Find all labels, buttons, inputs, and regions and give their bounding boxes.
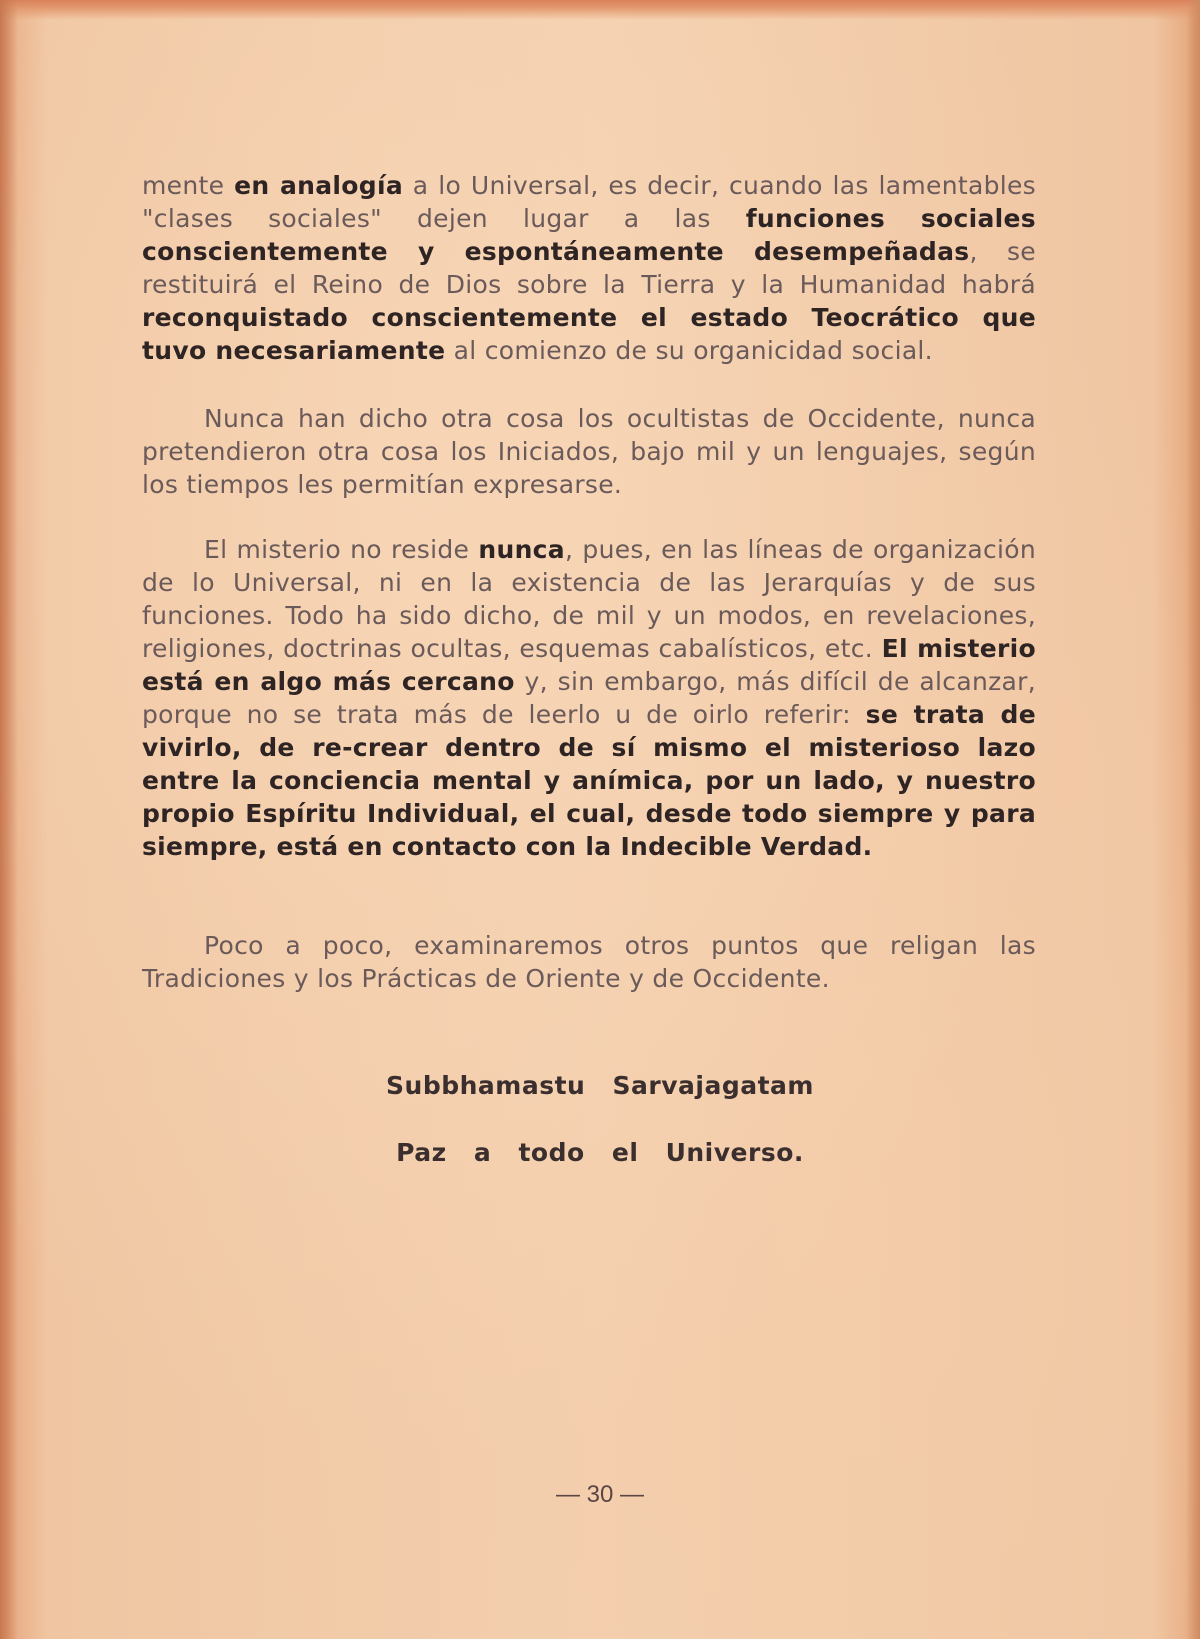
closing-translation: Paz a todo el Universo. xyxy=(396,1138,804,1167)
page-left-edge xyxy=(0,0,18,1639)
paragraph-1-seg-6: reconquistado conscientemente el estado Teocrático que tuvo necesariamente xyxy=(142,303,1036,365)
paragraph-1-seg-2: en analogía xyxy=(234,171,403,200)
paragraph-1-seg-4: funciones sociales conscientemente y espontáneamente desempeñadas xyxy=(142,204,1036,266)
paragraph-1-seg-5: , se restituirá el Reino de Dios sobre la Tierra y la Humanidad habrá xyxy=(142,237,1036,299)
paragraph-1-seg-7: al comienzo de su organicidad social. xyxy=(445,336,933,365)
page-right-edge xyxy=(1186,0,1200,1639)
page-top-band xyxy=(0,0,1200,20)
paragraph-3 xyxy=(142,533,1036,863)
paragraph-3-seg-1: El misterio no reside xyxy=(204,535,479,564)
paragraph-1-seg-3: a lo Universal, es decir, cuando las lamentables "clases sociales" dejen lugar a las xyxy=(142,171,1036,233)
page-number: — 30 — xyxy=(555,1481,645,1508)
paragraph-3-seg-3: , pues, en las líneas de organización de lo Universal, ni en la existencia de las Jerarquías y de sus funciones. Todo ha sido dicho, de mil y un modos, en revelaciones, religiones, doctrinas ocultas, esquemas cabalísticos, etc. xyxy=(142,535,1036,663)
closing-mantra: Subbhamastu Sarvajagatam xyxy=(386,1071,814,1100)
paragraph-3-seg-4: El misterio está en algo más cercano xyxy=(142,634,1036,696)
paragraph-1 xyxy=(142,169,1036,367)
paragraph-2-seg-1: Nunca han dicho otra cosa los ocultistas de Occidente, nunca pretendieron otra cosa los Iniciados, bajo mil y un lenguajes, según los tiempos les permitían expresarse. xyxy=(142,404,1036,499)
paragraph-3-seg-6: se trata de vivirlo, de re-crear dentro de sí mismo el misterioso lazo entre la conciencia mental y anímica, por un lado, y nuestro propio Espíritu Individual, el cual, desde todo siempre y para siempre, está en contacto con la Indecible Verdad. xyxy=(142,700,1036,861)
paragraph-1-seg-1: mente xyxy=(142,171,235,200)
paragraph-2 xyxy=(142,402,1036,501)
paragraph-3-seg-2: nunca xyxy=(478,535,565,564)
paragraph-4-seg-1: Poco a poco, examinaremos otros puntos que religan las Tradiciones y los Prácticas de Oriente y de Occidente. xyxy=(142,931,1036,993)
paragraph-3-seg-5: y, sin embargo, más difícil de alcanzar, porque no se trata más de leerlo u de oirlo referir: xyxy=(142,667,1036,729)
paragraph-4 xyxy=(142,929,1036,995)
